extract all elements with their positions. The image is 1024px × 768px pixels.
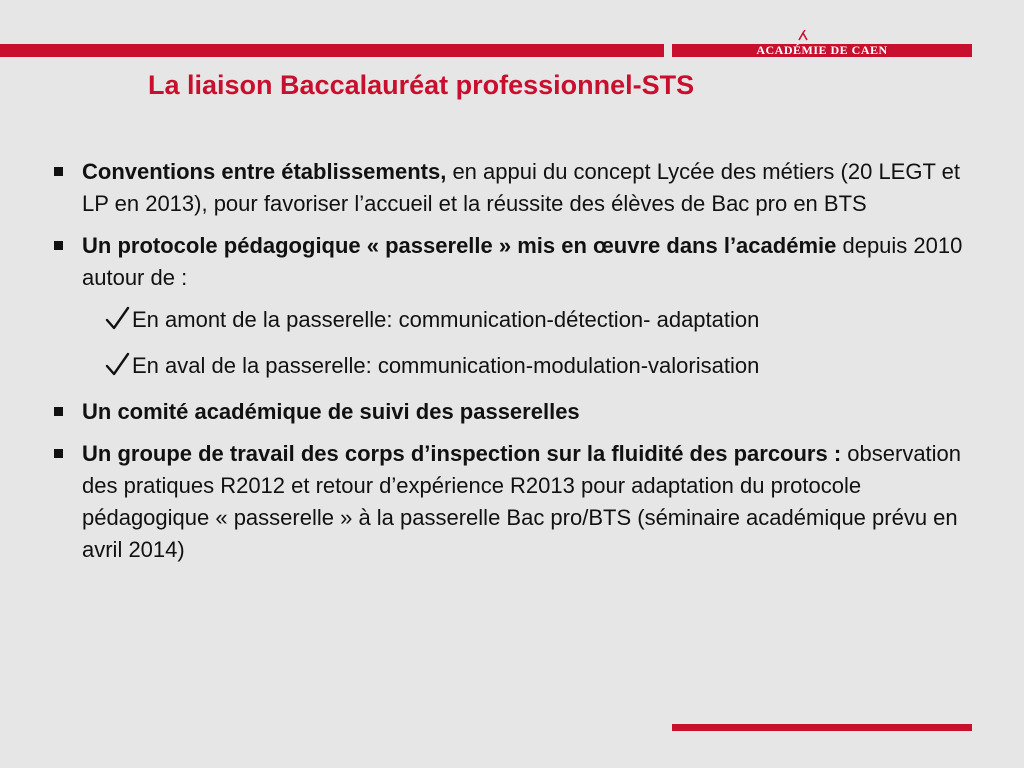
bullet-bold-text: Un groupe de travail des corps d’inspection sur la fluidité des parcours :: [82, 441, 842, 466]
bullet-bold-text: Un protocole pédagogique « passerelle » mis en œuvre dans l’académie: [82, 233, 837, 258]
bullet-item: [52, 438, 982, 566]
bullet-text: observation des pratiques R2012 et retour d’expérience R2013 pour adaptation du protocole pédagogique « passerelle » à la passerelle Bac pro/BTS (séminaire académique prévu en avril 2014): [82, 441, 962, 562]
slide-title: La liaison Baccalauréat professionnel-STS: [148, 70, 695, 100]
sub-item: [52, 350, 982, 382]
bullet-item: [52, 230, 982, 294]
sub-item-text: En aval de la passerelle: communication-modulation-valorisation: [132, 353, 760, 378]
square-bullet-icon: [54, 241, 63, 250]
square-bullet-icon: [54, 449, 63, 458]
bottom-decorative-bar: [672, 724, 972, 731]
bullet-item: [52, 156, 982, 220]
slide-content: [52, 156, 982, 576]
logo-accent-icon: [797, 30, 809, 42]
bullet-bold-text: Un comité académique de suivi des passerelles: [82, 399, 580, 424]
checkmark-icon: [104, 306, 130, 332]
square-bullet-icon: [54, 167, 63, 176]
top-decorative-bar: [0, 44, 664, 57]
bullet-text: depuis 2010 autour de :: [82, 233, 963, 290]
square-bullet-icon: [54, 407, 63, 416]
academie-logo: ACADÉMIE DE CAEN: [756, 43, 888, 57]
bullet-text: en appui du concept Lycée des métiers (20 LEGT et LP en 2013), pour favoriser l’accueil et la réussite des élèves de Bac pro en BTS: [82, 159, 960, 216]
checkmark-icon: [104, 352, 130, 378]
sub-item-text: En amont de la passerelle: communication-détection- adaptation: [132, 307, 760, 332]
bullet-item: [52, 396, 982, 428]
sub-item: [52, 304, 982, 336]
bullet-bold-text: Conventions entre établissements,: [82, 159, 447, 184]
